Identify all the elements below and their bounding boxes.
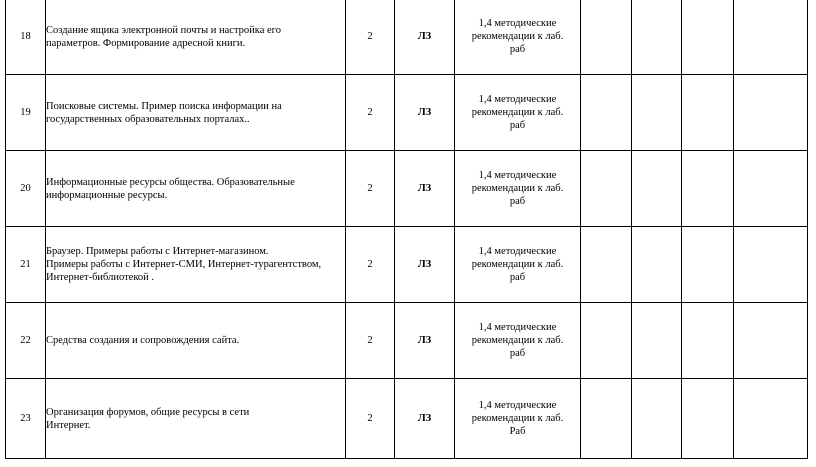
empty-cell: [682, 227, 734, 303]
literature-line: 1,4 методические: [478, 246, 557, 257]
literature-line: 1,4 методические: [478, 170, 557, 181]
lesson-topic: [46, 379, 346, 459]
table-row: [6, 227, 808, 303]
lesson-hours: 2: [346, 303, 395, 379]
table-row: [6, 303, 808, 379]
lesson-hours: 2: [346, 379, 395, 459]
table-body: [6, 0, 808, 459]
topic-line: Создание ящика электронной почты и настройка его: [46, 24, 281, 36]
literature-line: 1,4 методические: [478, 94, 557, 105]
empty-cell: [734, 151, 808, 227]
lesson-topic: [46, 227, 346, 303]
lesson-type: ЛЗ: [395, 151, 455, 227]
table-row: [6, 75, 808, 151]
empty-cell: [581, 0, 632, 75]
literature-line: рекомендации к лаб.: [471, 259, 564, 270]
table-row: [6, 151, 808, 227]
empty-cell: [682, 151, 734, 227]
lesson-topic: [46, 75, 346, 151]
empty-cell: [734, 303, 808, 379]
empty-cell: [632, 379, 682, 459]
empty-cell: [581, 379, 632, 459]
literature-line: рекомендации к лаб.: [471, 335, 564, 346]
lesson-topic: [46, 0, 346, 75]
lesson-literature: [455, 75, 581, 151]
empty-cell: [734, 75, 808, 151]
topic-line: Средства создания и сопровождения сайта.: [46, 335, 240, 346]
literature-line: раб: [509, 196, 526, 207]
topic-line: Поисковые системы. Пример поиска информации на: [46, 100, 282, 112]
lesson-number: 19: [6, 75, 46, 151]
lesson-type: ЛЗ: [395, 75, 455, 151]
lesson-hours: 2: [346, 75, 395, 151]
lesson-literature: [455, 151, 581, 227]
literature-line: 1,4 методические: [478, 322, 557, 333]
lesson-number: 18: [6, 0, 46, 75]
topic-line: Организация форумов, общие ресурсы в сети: [46, 406, 250, 418]
empty-cell: [682, 379, 734, 459]
empty-cell: [581, 75, 632, 151]
topic-line: информационные ресурсы.: [46, 189, 168, 201]
lesson-literature: [455, 303, 581, 379]
topic-line: Примеры работы с Интернет-СМИ, Интернет-турагентством,: [46, 259, 322, 270]
literature-line: 1,4 методические: [478, 400, 557, 411]
literature-line: раб: [509, 120, 526, 131]
literature-line: раб: [509, 272, 526, 283]
empty-cell: [632, 75, 682, 151]
empty-cell: [581, 227, 632, 303]
topic-line: параметров. Формирование адресной книги.: [46, 37, 246, 49]
empty-cell: [581, 151, 632, 227]
empty-cell: [581, 303, 632, 379]
lesson-literature: [455, 379, 581, 459]
empty-cell: [632, 0, 682, 75]
lesson-number: 21: [6, 227, 46, 303]
lesson-number: 22: [6, 303, 46, 379]
empty-cell: [734, 379, 808, 459]
lesson-hours: 2: [346, 0, 395, 75]
lesson-type: ЛЗ: [395, 0, 455, 75]
topic-line: Интернет-библиотекой .: [46, 272, 155, 283]
lesson-literature: [455, 0, 581, 75]
literature-line: рекомендации к лаб.: [471, 31, 564, 42]
literature-line: рекомендации к лаб.: [471, 413, 564, 424]
lesson-hours: 2: [346, 151, 395, 227]
lesson-literature: [455, 227, 581, 303]
lesson-type: ЛЗ: [395, 379, 455, 459]
lesson-hours: 2: [346, 227, 395, 303]
topic-line: Информационные ресурсы общества. Образовательные: [46, 176, 295, 188]
literature-line: 1,4 методические: [478, 18, 557, 29]
empty-cell: [632, 151, 682, 227]
empty-cell: [632, 227, 682, 303]
empty-cell: [734, 0, 808, 75]
empty-cell: [632, 303, 682, 379]
topic-line: Браузер. Примеры работы с Интернет-магазином.: [46, 246, 269, 257]
literature-line: раб: [509, 44, 526, 55]
literature-line: рекомендации к лаб.: [471, 107, 564, 118]
lesson-type: ЛЗ: [395, 227, 455, 303]
table-row: [6, 0, 808, 75]
lesson-number: 20: [6, 151, 46, 227]
topic-line: Интернет.: [46, 419, 91, 431]
lesson-topic: [46, 303, 346, 379]
lesson-plan-table: [5, 0, 808, 459]
empty-cell: [734, 227, 808, 303]
topic-line: государственных образовательных порталах..: [46, 113, 250, 125]
empty-cell: [682, 0, 734, 75]
literature-line: рекомендации к лаб.: [471, 183, 564, 194]
lesson-type: ЛЗ: [395, 303, 455, 379]
table-row: [6, 379, 808, 459]
lesson-topic: [46, 151, 346, 227]
literature-line: раб: [509, 348, 526, 359]
lesson-number: 23: [6, 379, 46, 459]
empty-cell: [682, 303, 734, 379]
empty-cell: [682, 75, 734, 151]
literature-line: Раб: [509, 426, 526, 437]
